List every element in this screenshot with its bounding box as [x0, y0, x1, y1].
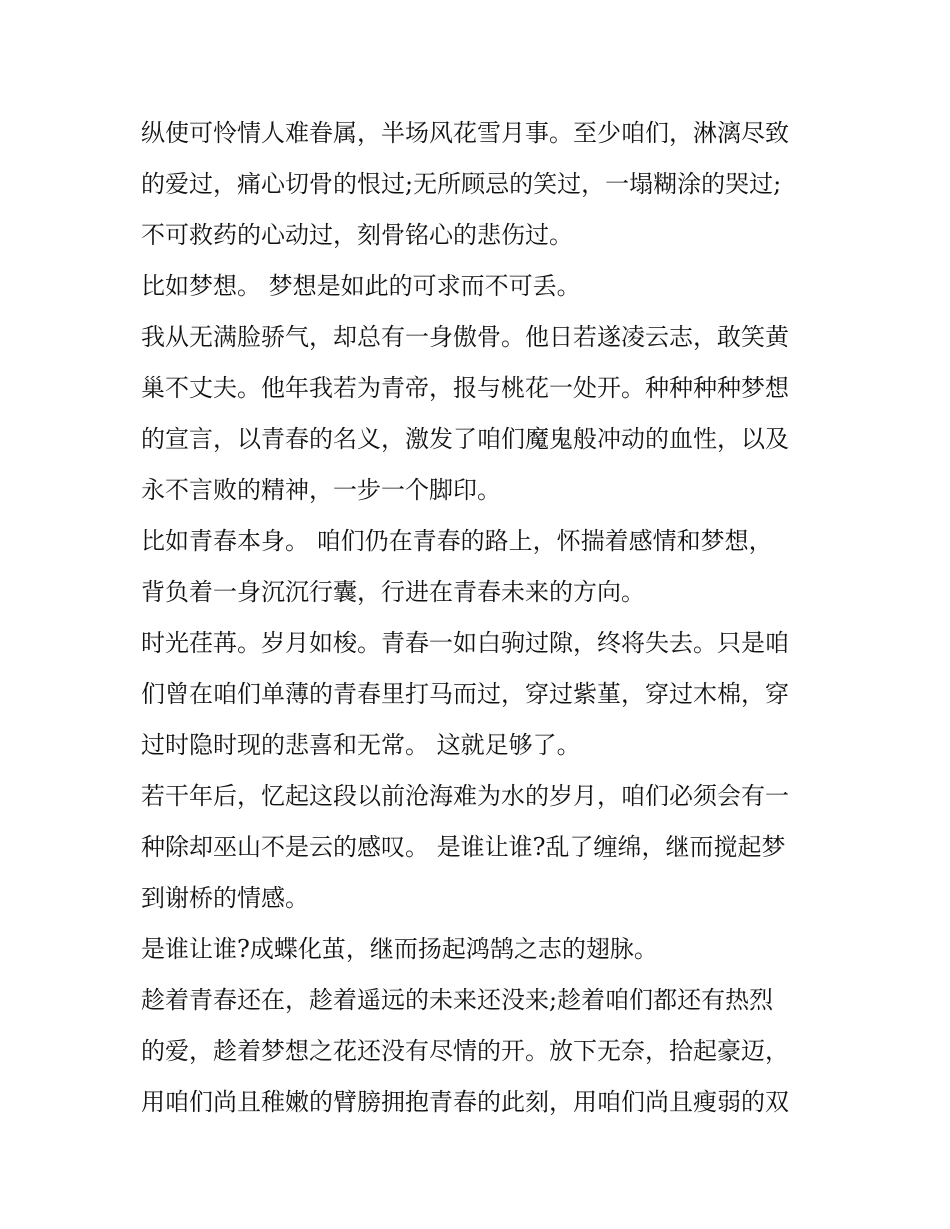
text-line: 背负着一身沉沉行囊，行进在青春未来的方向。 — [141, 578, 645, 606]
text-line: 过时隐时现的悲喜和无常。 这就足够了。 — [141, 731, 581, 759]
text-line: 比如青春本身。 咱们仍在青春的路上，怀揣着感情和梦想， — [141, 527, 773, 555]
text-line: 巢不丈夫。他年我若为青帝，报与桃花一处开。种种种种梦想 — [141, 374, 789, 402]
text-line: 比如梦想。 梦想是如此的可求而不可丢。 — [141, 272, 581, 300]
text-line: 种除却巫山不是云的感叹。 是谁让谁?乱了缠绵，继而搅起梦 — [141, 833, 786, 861]
text-line: 的宣言，以青春的名义，激发了咱们魔鬼般冲动的血性，以及 — [141, 425, 789, 453]
text-line: 用咱们尚且稚嫩的臂膀拥抱青春的此刻，用咱们尚且瘦弱的双 — [141, 1088, 789, 1116]
text-line: 的爱，趁着梦想之花还没有尽情的开。放下无奈，拾起豪迈， — [141, 1037, 789, 1065]
body-text — [141, 108, 821, 1128]
text-line: 时光荏苒。岁月如梭。青春一如白驹过隙，终将失去。只是咱 — [141, 629, 789, 657]
text-line: 若干年后，忆起这段以前沧海难为水的岁月，咱们必须会有一 — [141, 782, 789, 810]
text-line: 趁着青春还在，趁着遥远的未来还没来;趁着咱们都还有热烈 — [141, 986, 774, 1014]
text-line: 不可救药的心动过，刻骨铭心的悲伤过。 — [141, 221, 573, 249]
text-line: 到谢桥的情感。 — [141, 884, 309, 912]
text-line: 是谁让谁?成蝶化茧，继而扬起鸿鹄之志的翅脉。 — [141, 935, 658, 963]
text-line: 永不言败的精神，一步一个脚印。 — [141, 476, 501, 504]
text-line: 们曾在咱们单薄的青春里打马而过，穿过紫堇，穿过木棉，穿 — [141, 680, 789, 708]
text-line: 纵使可怜情人难眷属，半场风花雪月事。至少咱们，淋漓尽致 — [141, 119, 789, 147]
text-line: 的爱过，痛心切骨的恨过;无所顾忌的笑过，一塌糊涂的哭过; — [141, 170, 782, 198]
text-line: 我从无满脸骄气，却总有一身傲骨。他日若遂凌云志，敢笑黄 — [141, 323, 789, 351]
